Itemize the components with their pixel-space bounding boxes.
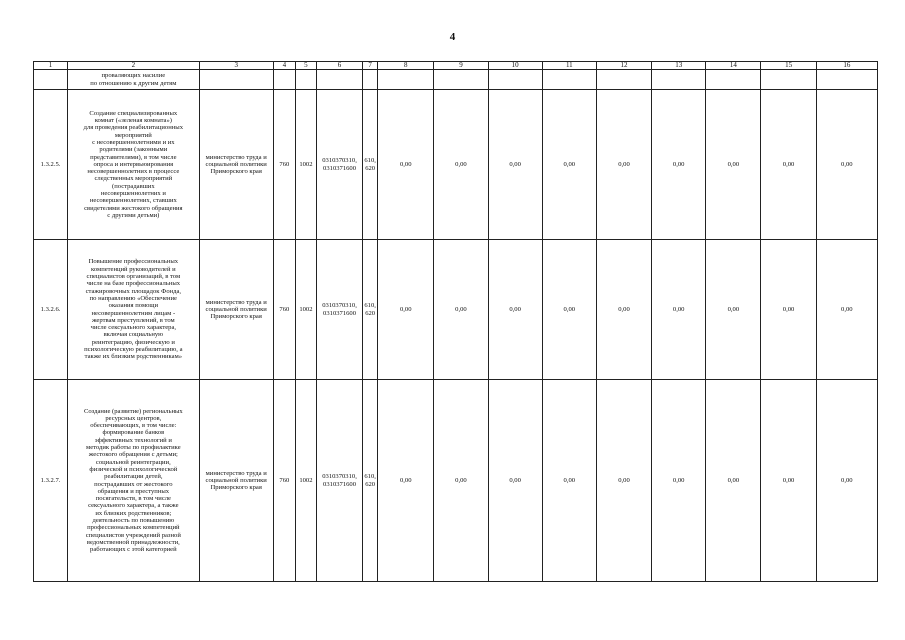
row-value: 0,00: [706, 240, 761, 380]
row-value: 0,00: [542, 240, 596, 380]
row-value: 0,00: [652, 380, 706, 582]
column-header: 4: [273, 62, 295, 70]
table-row: [34, 90, 878, 240]
row-value: 0,00: [434, 90, 488, 240]
row-value: 0,00: [652, 240, 706, 380]
row-value: 0,00: [488, 90, 542, 240]
row-value: 0,00: [761, 240, 816, 380]
row-vr: 610, 620: [363, 90, 378, 240]
column-header: 5: [295, 62, 316, 70]
row-description: Создание специализированных комнат («зеленая комната») для проведения реабилитационных мероприятий с несовершеннолетними и их родителями (законными представителями), в том числе опроса и интервьюирования несовершеннолетних в процессе следственных мероприятий (пострадавших несовершеннолетних и несовершеннолетних, ставших свидетелями жестокого обращения с другими детьми): [68, 90, 199, 240]
row-value: 0,00: [542, 380, 596, 582]
row-value: 0,00: [652, 90, 706, 240]
row-csr: 0310370310, 0310371600: [316, 240, 362, 380]
row-value: 0,00: [488, 240, 542, 380]
column-header: 12: [596, 62, 651, 70]
row-value: 0,00: [706, 380, 761, 582]
row-executor: министерство труда и социальной политики Приморского края: [199, 240, 273, 380]
row-csr: 0310370310, 0310371600: [316, 380, 362, 582]
row-value: 0,00: [816, 240, 877, 380]
column-header: 13: [652, 62, 706, 70]
row-description: Повышение профессиональных компетенций руководителей и специалистов организаций, в том числе на базе профессиональных стажировочных площадок Фонда, по направлению «Обеспечение оказания помощи несовершеннолетним лицам - жертвам преступлений, в том числе сексуального характера, включая социальную реинтеграцию, физическую и психологическую реабилитацию, а также их близким родственникам»: [68, 240, 199, 380]
table-row: [34, 380, 878, 582]
row-rzpr: 1002: [295, 90, 316, 240]
row-value: 0,00: [378, 380, 434, 582]
row-executor: министерство труда и социальной политики Приморского края: [199, 90, 273, 240]
row-value: 0,00: [488, 380, 542, 582]
row-number: 1.3.2.5.: [34, 90, 68, 240]
row-csr: 0310370310, 0310371600: [316, 90, 362, 240]
row-executor: министерство труда и социальной политики Приморского края: [199, 380, 273, 582]
row-vr: 610, 620: [363, 380, 378, 582]
column-header: 7: [363, 62, 378, 70]
row-grbs: 760: [273, 240, 295, 380]
row-value: 0,00: [434, 380, 488, 582]
row-rzpr: 1002: [295, 240, 316, 380]
row-value: 0,00: [434, 240, 488, 380]
column-header: 8: [378, 62, 434, 70]
column-number-row: [34, 62, 878, 70]
row-number: 1.3.2.6.: [34, 240, 68, 380]
column-header: 10: [488, 62, 542, 70]
row-value: 0,00: [378, 90, 434, 240]
row-number: 1.3.2.7.: [34, 380, 68, 582]
row-value: 0,00: [816, 90, 877, 240]
row-value: 0,00: [596, 240, 651, 380]
table-row: [34, 240, 878, 380]
row-grbs: 760: [273, 90, 295, 240]
column-header: 3: [199, 62, 273, 70]
row-value: 0,00: [542, 90, 596, 240]
page-number: 4: [449, 31, 456, 43]
row-value: 0,00: [706, 90, 761, 240]
row-value: 0,00: [761, 380, 816, 582]
column-header: 9: [434, 62, 488, 70]
column-header: 1: [34, 62, 68, 70]
column-header: 2: [68, 62, 199, 70]
row-value: 0,00: [761, 90, 816, 240]
continuation-text: проваляющих насилие по отношению к другим детям: [68, 70, 199, 90]
row-value: 0,00: [596, 90, 651, 240]
column-header: 14: [706, 62, 761, 70]
budget-table: [33, 61, 878, 582]
column-header: 11: [542, 62, 596, 70]
row-grbs: 760: [273, 380, 295, 582]
continuation-row: [34, 70, 878, 90]
column-header: 15: [761, 62, 816, 70]
column-header: 6: [316, 62, 362, 70]
column-header: 16: [816, 62, 877, 70]
row-vr: 610, 620: [363, 240, 378, 380]
row-description: Создание (развитие) региональных ресурсных центров, обеспечивающих, в том числе: формирование банков эффективных технологий и методик работы по профилактике жестокого обращения с детьми; социальной реинтеграции, физической и психологической реабилитации детей, пострадавших от жестокого обращения и преступных посягательств, в том числе сексуального характера, а также их близких родственников; деятельность по повышению профессиональных компетенций специалистов учреждений разной ведомственной принадлежности, работающих с этой категорией: [68, 380, 199, 582]
row-value: 0,00: [816, 380, 877, 582]
row-rzpr: 1002: [295, 380, 316, 582]
row-value: 0,00: [596, 380, 651, 582]
row-value: 0,00: [378, 240, 434, 380]
